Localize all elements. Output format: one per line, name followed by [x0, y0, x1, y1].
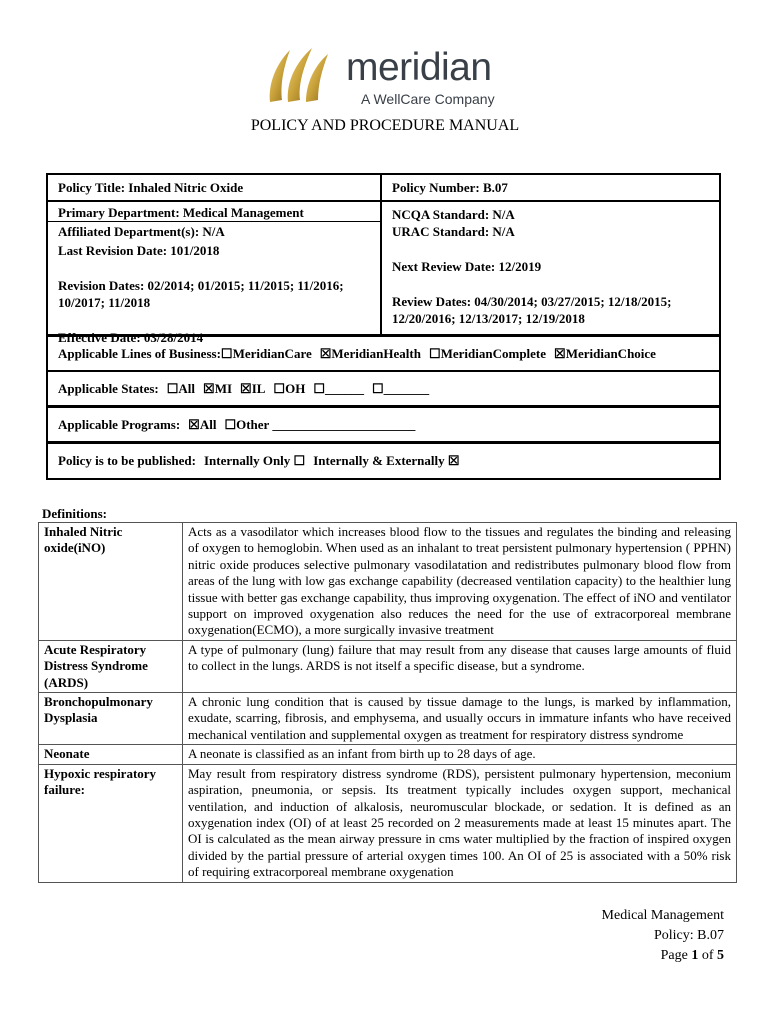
internal-only-checkbox[interactable]: ☐ — [293, 453, 306, 468]
definition-text: A neonate is classified as an infant from birth up to 28 days of age. — [183, 745, 737, 764]
state-blank-checkbox[interactable]: ☐______ — [313, 380, 364, 396]
definition-term: Inhaled Nitric oxide(iNO) — [39, 523, 183, 641]
table-row — [39, 764, 737, 882]
lob-meridianhealth-checkbox[interactable]: ☒MeridianHealth — [319, 345, 421, 361]
footer-policy: Policy: B.07 — [653, 928, 724, 943]
logo-tagline: A WellCare Company — [361, 91, 495, 107]
footer-page-number: Page 1 of 5 — [660, 948, 724, 963]
state-oh-checkbox[interactable]: ☐OH — [273, 380, 306, 396]
lines-of-business-label: Applicable Lines of Business: — [58, 345, 221, 361]
applicable-programs-row — [46, 406, 721, 443]
publish-label: Policy is to be published: — [58, 453, 196, 468]
state-il-checkbox[interactable]: ☒IL — [240, 380, 266, 396]
internal-external-checkbox[interactable]: ☒ — [447, 453, 460, 468]
logo-wordmark: meridian — [346, 46, 492, 89]
programs-label: Applicable Programs: — [58, 416, 181, 432]
definition-text: A type of pulmonary (lung) failure that may result from any disease that causes large amounts of fluid to collect in the lungs. ARDS is not itself a specific disease, but a syndrome. — [183, 640, 737, 692]
meridian-logo — [262, 44, 512, 112]
lob-meridianchoice-checkbox[interactable]: ☒MeridianChoice — [554, 345, 656, 361]
applicable-states-row — [46, 370, 721, 407]
internal-only-label: Internally Only — [203, 453, 291, 468]
program-other-checkbox[interactable]: ☐Other ______________________ — [224, 416, 416, 432]
internal-external-label: Internally & Externally — [313, 453, 445, 468]
next-review-date: Next Review Date: 12/2019 — [392, 259, 542, 274]
primary-department: Primary Department: Medical Management — [48, 202, 380, 222]
lob-meridiancare-checkbox[interactable]: ☐MeridianCare — [220, 345, 312, 361]
policy-header-table — [46, 173, 721, 345]
program-all-checkbox[interactable]: ☒All — [188, 416, 217, 432]
affiliated-departments: Affiliated Department(s): N/A — [58, 224, 225, 239]
ncqa-standard: NCQA Standard: N/A — [392, 207, 515, 222]
definition-text: May result from respiratory distress syndrome (RDS), persistent pulmonary hypertension, meconium aspiration, pneumonia, or sepsis. Its treatment typically includes oxygen support, mechanical ventilation, and induction of alkalosis, neuromuscular blockade, or sedation. It is defined as an oxygenation index (OI) of at least 25 recorded on 2 measurements made at least 15 minutes apart. The OI is calculated as the mean airway pressure in cms water multiplied by the fraction of inspired oxygen divided by the partial pressure of arterial oxygen times 100. An OI of 25 is associated with a 50% risk of requiring extracorporeal membrane oxygenation — [183, 764, 737, 882]
definition-text: A chronic lung condition that is caused by tissue damage to the lungs, is marked by inflammation, exudate, scarring, fibrosis, and emphysema, and usually occurs in immature infants who have received mechanical ventilation and supplemental oxygen as treatment for respiratory distress syndrome — [183, 693, 737, 745]
page-footer — [602, 906, 724, 966]
effective-date: Effective Date: 03/28/2014 — [58, 330, 204, 345]
meridian-mark-icon — [262, 44, 342, 106]
states-label: Applicable States: — [58, 380, 159, 396]
review-dates: Review Dates: 04/30/2014; 03/27/2015; 12/18/2015; 12/20/2016; 12/13/2017; 12/19/2018 — [392, 294, 672, 326]
definition-term: Bronchopulmonary Dysplasia — [39, 693, 183, 745]
manual-title: POLICY AND PROCEDURE MANUAL — [250, 117, 520, 134]
table-row — [39, 693, 737, 745]
definition-term: Neonate — [39, 745, 183, 764]
state-blank-checkbox[interactable]: ☐_______ — [371, 380, 430, 396]
urac-standard: URAC Standard: N/A — [392, 224, 515, 239]
table-row — [39, 523, 737, 641]
policy-number: Policy Number: B.07 — [392, 180, 508, 195]
definition-term: Acute Respiratory Distress Syndrome (ARDS) — [39, 640, 183, 692]
table-row — [39, 745, 737, 764]
lob-meridiancomplete-checkbox[interactable]: ☐MeridianComplete — [428, 345, 547, 361]
definition-text: Acts as a vasodilator which increases blood flow to the tissues and regulates the binding and releasing of oxygen to hemoglobin. When used as an inhalant to treat persistent pulmonary hypertension ( PPHN) nitric oxide produces selective pulmonary vasodilatation and redistributes pulmonary blood flow from areas of the lung with low gas exchange capability (decreased ventilation capacity) to the healthier lung tissue with better gas exchange capability, thus improving oxygenation. The effect of iNO and ventilator support on improved oxygenation also reduces the need for the use of extracorporeal membrane oxygenation(ECMO), a more surgically invasive treatment — [183, 523, 737, 641]
footer-department: Medical Management — [601, 908, 724, 923]
revision-dates: Revision Dates: 02/2014; 01/2015; 11/2015; 11/2016; 10/2017; 11/2018 — [58, 278, 344, 310]
definition-term: Hypoxic respiratory failure: — [39, 764, 183, 882]
table-row — [39, 640, 737, 692]
state-all-checkbox[interactable]: ☐All — [166, 380, 196, 396]
definitions-heading: Definitions: — [42, 506, 107, 521]
state-mi-checkbox[interactable]: ☒MI — [203, 380, 233, 396]
publish-row — [46, 442, 721, 480]
lines-of-business-row — [46, 335, 721, 372]
definitions-table — [38, 522, 737, 883]
last-revision-date: Last Revision Date: 101/2018 — [58, 243, 220, 258]
policy-title: Policy Title: Inhaled Nitric Oxide — [48, 175, 382, 200]
